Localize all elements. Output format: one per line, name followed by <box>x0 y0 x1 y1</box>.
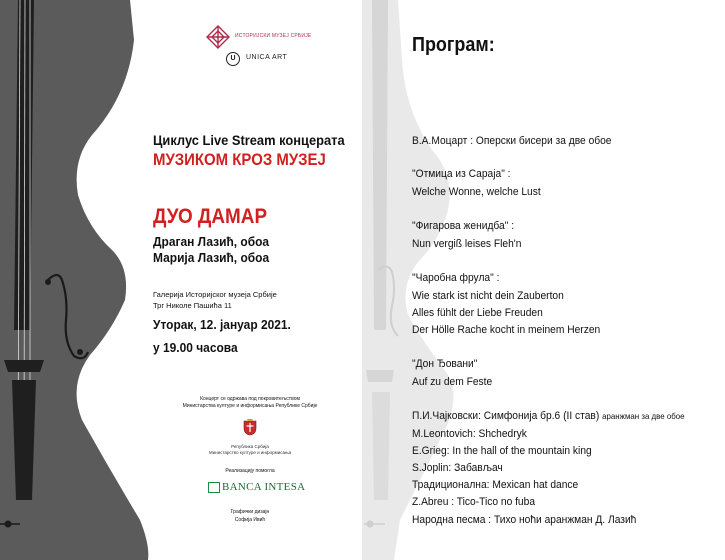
crest-caption-2: Министарство културе и информисања <box>208 450 292 455</box>
program-line: Народна песма : Тихо ноћи аранжман Д. Лазић <box>412 514 637 526</box>
bridge <box>4 360 44 372</box>
unica-art-logo <box>226 52 286 68</box>
serbia-crest-icon <box>243 418 257 436</box>
program-title: Програм: <box>412 34 495 56</box>
performer-1: Драган Лазић, обоа <box>153 234 270 249</box>
program-line: Wie stark ist nicht dein Zauberton <box>412 290 564 302</box>
banca-intesa-logo <box>208 481 306 495</box>
cycle-line: Циклус Live Stream концерата <box>153 132 345 148</box>
program-line-abduction: "Отмица из Сараја" : <box>412 168 511 180</box>
museum-logo <box>205 24 315 50</box>
tailpiece <box>12 380 36 500</box>
concert-date: Уторак, 12. јануар 2021. <box>153 317 291 332</box>
unica-mark-icon: U <box>226 52 240 66</box>
museum-name: ИСТОРИЈСКИ МУЗЕЈ СРБИЈЕ <box>235 33 312 39</box>
program-line: Z.Abreu : Tico-Tico no fuba <box>412 496 536 508</box>
crest-caption-1: Република Србија <box>231 444 269 449</box>
light-fingerboard <box>372 0 388 330</box>
program-line: Alles fühlt der Liebe Freuden <box>412 307 543 319</box>
series-title: МУЗИКОМ КРОЗ МУЗЕЈ <box>153 150 326 169</box>
design-label: Графички дизајн <box>230 509 270 515</box>
bank-name: BANCA INTESA <box>222 481 306 493</box>
museum-emblem-icon <box>205 24 231 50</box>
program-line: Nun vergiß leises Fleh'n <box>412 238 522 250</box>
unica-name: UNICA ART <box>246 54 288 61</box>
program-line: Der Hölle Rache kocht in meinem Herzen <box>412 324 601 336</box>
design-author: Софија Ивић <box>234 517 266 523</box>
ensemble-name: ДУО ДАМАР <box>153 205 268 228</box>
program-line: Традиционална: Mexican hat dance <box>412 479 579 491</box>
tchaikovsky-title: П.И.Чајковски: Симфонија бр.6 (II став) <box>412 410 600 422</box>
program-line-mozart: В.А.Моцарт : Оперски бисери за две обое <box>412 135 612 147</box>
program-line-figaro: "Фигарова женидба" : <box>412 220 515 232</box>
performer-2: Марија Лазић, обоа <box>153 250 270 265</box>
patronage-line-1: Концерт се одржава под покровитељством <box>200 396 300 402</box>
program-line-magic-flute: "Чаробна фрула" : <box>412 272 500 284</box>
program-line: Welche Wonne, welche Lust <box>412 186 541 198</box>
program-line-don-giovanni: "Дон Ђовани" <box>412 358 478 370</box>
sponsor-label: Реализацију помогла <box>225 468 275 474</box>
program-line: M.Leontovich: Shchedryk <box>412 428 527 440</box>
program-line: E.Grieg: In the hall of the mountain king <box>412 445 592 457</box>
patronage-line-2: Министарства културе и информисања Републике Србије <box>182 403 318 409</box>
concert-time: у 19.00 часова <box>153 340 238 355</box>
bank-mark-icon <box>208 482 220 493</box>
venue-name: Галерија Историјског музеја Србије <box>153 290 277 299</box>
program-line-tchaikovsky <box>412 410 685 422</box>
program-line: S.Joplin: Забављач <box>412 462 503 474</box>
tchaikovsky-note: аранжман за две обое <box>602 411 685 421</box>
venue-address: Трг Николе Пашића 11 <box>153 301 232 310</box>
program-line: Auf zu dem Feste <box>412 376 493 388</box>
